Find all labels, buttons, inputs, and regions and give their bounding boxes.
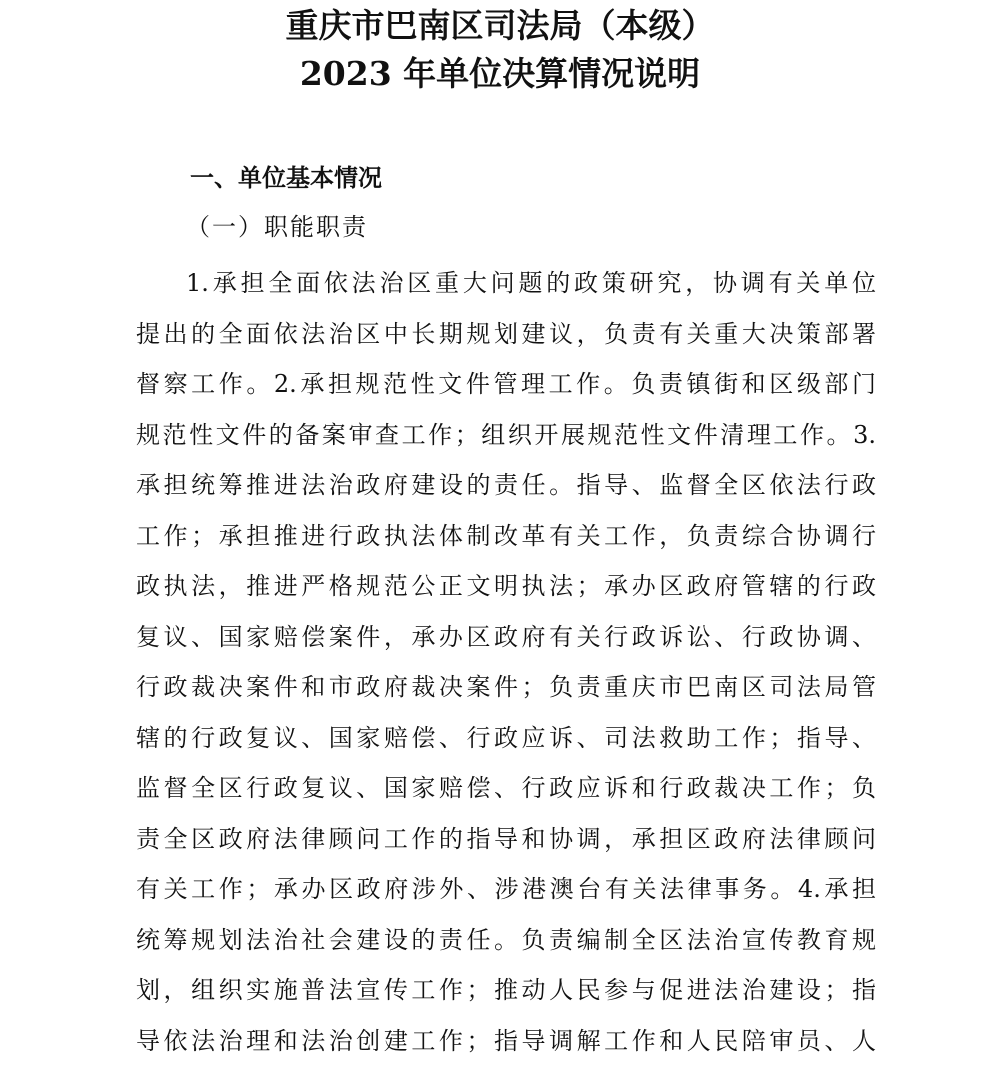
body-line: 有关工作；承办区政府涉外、涉港澳台有关法律事务。4.承担 bbox=[136, 864, 876, 915]
document-title bbox=[0, 2, 1000, 98]
body-line: 规范性文件的备案审查工作；组织开展规范性文件清理工作。3. bbox=[136, 410, 876, 461]
document-title-line-1: 重庆市巴南区司法局（本级） bbox=[0, 2, 1000, 50]
body-line: 督察工作。2.承担规范性文件管理工作。负责镇街和区级部门 bbox=[136, 359, 876, 410]
body-line: 1.承担全面依法治区重大问题的政策研究，协调有关单位 bbox=[136, 258, 876, 309]
section-heading: 一、单位基本情况 bbox=[190, 158, 382, 198]
body-line: 导依法治理和法治创建工作；指导调解工作和人民陪审员、人 bbox=[136, 1016, 876, 1066]
document-title-line-2: 2023 年单位决算情况说明 bbox=[0, 50, 1000, 98]
body-line: 行政裁决案件和市政府裁决案件；负责重庆市巴南区司法局管 bbox=[136, 662, 876, 713]
sub-heading: （一）职能职责 bbox=[186, 207, 368, 247]
body-line: 辖的行政复议、国家赔偿、行政应诉、司法救助工作；指导、 bbox=[136, 713, 876, 764]
body-line: 复议、国家赔偿案件，承办区政府有关行政诉讼、行政协调、 bbox=[136, 612, 876, 663]
body-line: 监督全区行政复议、国家赔偿、行政应诉和行政裁决工作；负 bbox=[136, 763, 876, 814]
body-line: 承担统筹推进法治政府建设的责任。指导、监督全区依法行政 bbox=[136, 460, 876, 511]
body-line: 工作；承担推进行政执法体制改革有关工作，负责综合协调行 bbox=[136, 511, 876, 562]
body-line: 政执法，推进严格规范公正文明执法；承办区政府管辖的行政 bbox=[136, 561, 876, 612]
body-line: 划，组织实施普法宣传工作；推动人民参与促进法治建设；指 bbox=[136, 965, 876, 1016]
body-line: 统筹规划法治社会建设的责任。负责编制全区法治宣传教育规 bbox=[136, 915, 876, 966]
body-paragraph bbox=[136, 258, 876, 1066]
body-line: 提出的全面依法治区中长期规划建议，负责有关重大决策部署 bbox=[136, 309, 876, 360]
body-line: 责全区政府法律顾问工作的指导和协调，承担区政府法律顾问 bbox=[136, 814, 876, 865]
